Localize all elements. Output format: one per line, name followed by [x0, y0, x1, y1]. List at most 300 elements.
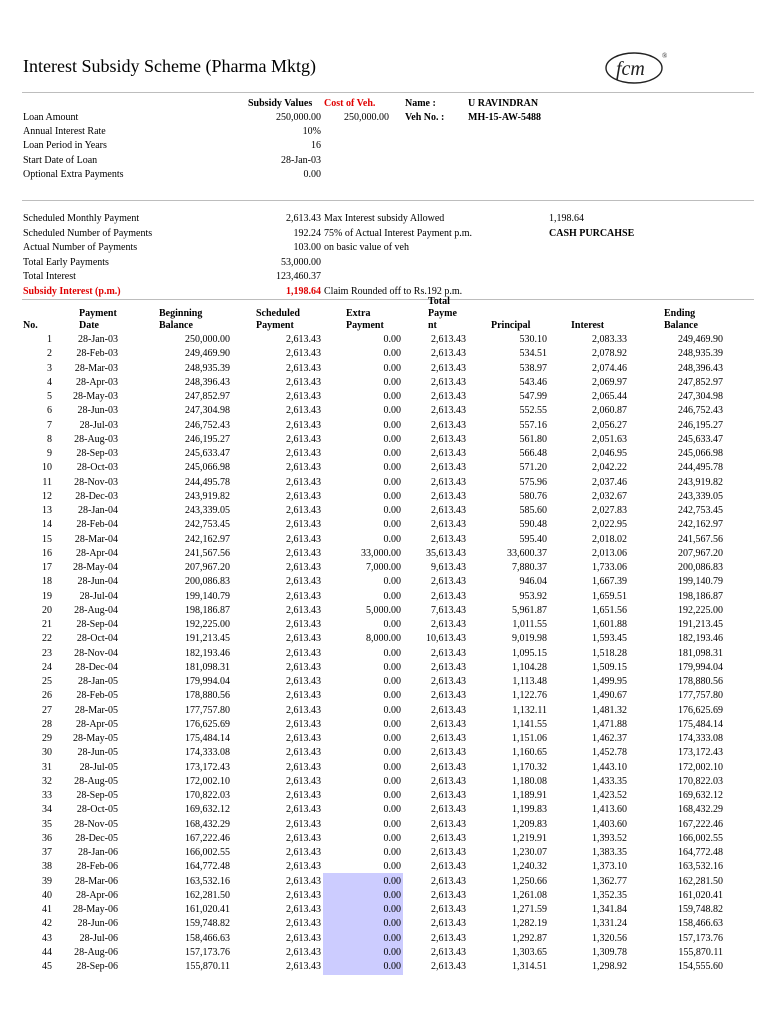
interest-cell: 2,056.27: [592, 419, 627, 431]
scheduled-payment-cell: 2,613.43: [286, 733, 321, 744]
ending-balance-cell: 167,222.46: [678, 818, 723, 830]
table-row: [0, 732, 768, 746]
table-row: [0, 718, 768, 732]
extra-payment-cell: 0.00: [383, 904, 401, 915]
col-principal: Principal: [491, 320, 531, 331]
payment-date-cell: 28-Nov-04: [74, 647, 118, 659]
scheduled-payment-cell: 2,613.43: [286, 932, 321, 944]
interest-cell: 2,042.22: [592, 462, 627, 474]
scheduled-payment-cell: 2,613.43: [286, 505, 321, 516]
extra-payment-cell: 0.00: [383, 775, 401, 787]
page-title: Interest Subsidy Scheme (Pharma Mktg): [23, 56, 316, 76]
scheduled-payment-cell: 2,613.43: [286, 861, 321, 873]
ending-balance-cell: 174,333.08: [678, 733, 723, 744]
beginning-balance-cell: 242,162.97: [185, 533, 230, 545]
row-no-cell: 19: [42, 590, 52, 602]
beginning-balance-cell: 174,333.08: [185, 747, 230, 759]
scheduled-payment-cell: 2,613.43: [286, 590, 321, 602]
ending-balance-cell: 198,186.87: [678, 590, 723, 602]
principal-cell: 1,271.59: [512, 904, 547, 915]
row-no-cell: 36: [42, 832, 52, 844]
row-no-cell: 26: [42, 690, 52, 702]
max-subsidy-value: 1,198.64: [549, 213, 584, 224]
row-no-cell: 23: [42, 647, 52, 659]
input-value: 0.00: [303, 169, 321, 180]
principal-cell: 33,600.37: [507, 547, 547, 559]
interest-cell: 1,462.37: [592, 733, 627, 744]
principal-cell: 575.96: [519, 476, 547, 488]
fcm-logo: [604, 48, 668, 86]
total-payment-cell: 35,613.43: [426, 547, 466, 559]
total-payment-cell: 2,613.43: [431, 533, 466, 545]
total-payment-cell: 2,613.43: [431, 590, 466, 602]
principal-cell: 595.40: [519, 533, 547, 545]
table-row: [0, 803, 768, 817]
beginning-balance-cell: 244,495.78: [185, 476, 230, 488]
ending-balance-cell: 191,213.45: [678, 619, 723, 630]
ending-balance-cell: 249,469.90: [678, 334, 723, 345]
table-row: [0, 846, 768, 860]
principal-cell: 1,292.87: [512, 932, 547, 944]
principal-cell: 1,011.55: [512, 619, 547, 630]
total-payment-cell: 2,613.43: [431, 462, 466, 474]
beginning-balance-cell: 248,396.43: [185, 376, 230, 388]
extra-payment-cell: 0.00: [383, 875, 401, 887]
table-row: [0, 575, 768, 589]
extra-payment-cell: 0.00: [383, 519, 401, 531]
summary-label: Total Interest: [23, 271, 76, 282]
interest-cell: 1,320.56: [592, 932, 627, 944]
total-payment-cell: 2,613.43: [431, 519, 466, 531]
table-row: [0, 461, 768, 475]
extra-payment-cell: 0.00: [383, 619, 401, 630]
extra-payment-cell: 7,000.00: [366, 562, 401, 573]
principal-cell: 9,019.98: [512, 633, 547, 645]
total-payment-cell: 9,613.43: [431, 562, 466, 573]
extra-payment-cell: 0.00: [383, 733, 401, 744]
principal-cell: 946.04: [519, 576, 547, 588]
scheduled-payment-cell: 2,613.43: [286, 718, 321, 730]
scheduled-payment-cell: 2,613.43: [286, 604, 321, 616]
row-no-cell: 38: [42, 861, 52, 873]
interest-cell: 2,051.63: [592, 433, 627, 445]
ending-balance-cell: 246,752.43: [678, 405, 723, 417]
total-payment-cell: 10,613.43: [426, 633, 466, 645]
extra-payment-cell: 5,000.00: [366, 604, 401, 616]
summary-value: 53,000.00: [281, 257, 321, 268]
interest-cell: 1,298.92: [592, 961, 627, 972]
payment-date-cell: 28-Jun-06: [77, 918, 118, 930]
row-no-cell: 44: [42, 946, 52, 958]
total-payment-cell: 2,613.43: [431, 818, 466, 830]
extra-payment-cell: 0.00: [383, 476, 401, 488]
payment-date-cell: 28-Jan-05: [78, 676, 118, 687]
extra-payment-cell: 0.00: [383, 419, 401, 431]
total-payment-cell: 2,613.43: [431, 576, 466, 588]
scheduled-payment-cell: 2,613.43: [286, 946, 321, 958]
extra-payment-cell: 0.00: [383, 533, 401, 545]
total-payment-cell: 2,613.43: [431, 419, 466, 431]
row-no-cell: 15: [42, 533, 52, 545]
payment-date-cell: 28-Jul-05: [79, 761, 118, 773]
extra-payment-cell: 0.00: [383, 961, 401, 972]
scheduled-payment-cell: 2,613.43: [286, 519, 321, 531]
beginning-balance-cell: 159,748.82: [185, 918, 230, 930]
ending-balance-cell: 182,193.46: [678, 633, 723, 645]
principal-cell: 1,314.51: [512, 961, 547, 972]
extra-payment-cell: 0.00: [383, 718, 401, 730]
total-payment-cell: 2,613.43: [431, 875, 466, 887]
col-total-payment-3: nt: [428, 320, 437, 331]
table-row: [0, 419, 768, 433]
input-value: 10%: [302, 126, 321, 137]
payment-date-cell: 28-Mar-04: [74, 533, 118, 545]
payment-date-cell: 28-Dec-03: [75, 490, 118, 502]
beginning-balance-cell: 155,870.11: [185, 961, 230, 972]
scheduled-payment-cell: 2,613.43: [286, 875, 321, 887]
payment-date-cell: 28-Oct-03: [76, 462, 118, 474]
table-row: [0, 689, 768, 703]
total-payment-cell: 2,613.43: [431, 505, 466, 516]
beginning-balance-cell: 157,173.76: [185, 946, 230, 958]
payment-date-cell: 28-Feb-05: [76, 690, 118, 702]
row-no-cell: 33: [42, 790, 52, 801]
extra-payment-cell: 0.00: [383, 932, 401, 944]
payment-date-cell: 28-Apr-06: [75, 889, 118, 901]
scheduled-payment-cell: 2,613.43: [286, 847, 321, 858]
ending-balance-cell: 246,195.27: [678, 419, 723, 431]
table-row: [0, 490, 768, 504]
interest-cell: 1,393.52: [592, 832, 627, 844]
total-payment-cell: 2,613.43: [431, 904, 466, 915]
beginning-balance-cell: 247,304.98: [185, 405, 230, 417]
principal-cell: 1,219.91: [512, 832, 547, 844]
ending-balance-cell: 207,967.20: [678, 547, 723, 559]
beginning-balance-cell: 179,994.04: [185, 676, 230, 687]
principal-cell: 1,095.15: [512, 647, 547, 659]
beginning-balance-cell: 248,935.39: [185, 362, 230, 374]
row-no-cell: 3: [47, 362, 52, 374]
total-payment-cell: 2,613.43: [431, 733, 466, 744]
principal-cell: 552.55: [519, 405, 547, 417]
ending-balance-cell: 176,625.69: [678, 704, 723, 716]
scheduled-payment-cell: 2,613.43: [286, 661, 321, 673]
payment-date-cell: 28-Oct-05: [76, 804, 118, 816]
beginning-balance-cell: 243,339.05: [185, 505, 230, 516]
principal-cell: 1,113.48: [512, 676, 547, 687]
principal-cell: 566.48: [519, 448, 547, 459]
principal-cell: 1,240.32: [512, 861, 547, 873]
scheduled-payment-cell: 2,613.43: [286, 676, 321, 687]
row-no-cell: 39: [42, 875, 52, 887]
beginning-balance-cell: 249,469.90: [185, 348, 230, 360]
beginning-balance-cell: 199,140.79: [185, 590, 230, 602]
table-row: [0, 675, 768, 689]
row-no-cell: 14: [42, 519, 52, 531]
veh-no-value: MH-15-AW-5488: [468, 112, 541, 123]
col-beginning-balance-2: Balance: [159, 320, 193, 331]
beginning-balance-cell: 245,066.98: [185, 462, 230, 474]
interest-cell: 1,452.78: [592, 747, 627, 759]
row-no-cell: 28: [42, 718, 52, 730]
table-row: [0, 818, 768, 832]
subsidy-interest-label: Subsidy Interest (p.m.): [23, 286, 121, 297]
payment-date-cell: 28-Oct-04: [76, 633, 118, 645]
principal-cell: 1,180.08: [512, 775, 547, 787]
interest-cell: 1,309.78: [592, 946, 627, 958]
principal-cell: 1,303.65: [512, 946, 547, 958]
interest-cell: 1,413.60: [592, 804, 627, 816]
principal-cell: 1,282.19: [512, 918, 547, 930]
name-value: U RAVINDRAN: [468, 98, 539, 109]
interest-cell: 2,060.87: [592, 405, 627, 417]
payment-date-cell: 28-Mar-06: [74, 875, 118, 887]
scheduled-payment-cell: 2,613.43: [286, 832, 321, 844]
row-no-cell: 25: [42, 676, 52, 687]
table-row: [0, 761, 768, 775]
table-row: [0, 518, 768, 532]
ending-balance-cell: 173,172.43: [678, 747, 723, 759]
payment-date-cell: 28-Jul-04: [79, 590, 118, 602]
total-payment-cell: 2,613.43: [431, 433, 466, 445]
row-no-cell: 37: [42, 847, 52, 858]
principal-cell: 1,104.28: [512, 661, 547, 673]
scheduled-payment-cell: 2,613.43: [286, 647, 321, 659]
total-payment-cell: 2,613.43: [431, 775, 466, 787]
svg-text:®: ®: [662, 52, 668, 60]
interest-cell: 1,373.10: [592, 861, 627, 873]
total-payment-cell: 2,613.43: [431, 619, 466, 630]
interest-cell: 1,362.77: [592, 875, 627, 887]
beginning-balance-cell: 168,432.29: [185, 818, 230, 830]
beginning-balance-cell: 192,225.00: [185, 619, 230, 630]
ending-balance-cell: 178,880.56: [678, 676, 723, 687]
table-row: [0, 932, 768, 946]
table-row: [0, 347, 768, 361]
scheduled-payment-cell: 2,613.43: [286, 904, 321, 915]
row-no-cell: 6: [47, 405, 52, 417]
extra-payment-cell: 0.00: [383, 832, 401, 844]
summary-note: Max Interest subsidy Allowed: [324, 213, 445, 224]
beginning-balance-cell: 170,822.03: [185, 790, 230, 801]
total-payment-cell: 7,613.43: [431, 604, 466, 616]
total-payment-cell: 2,613.43: [431, 804, 466, 816]
payment-date-cell: 28-Mar-05: [74, 704, 118, 716]
table-row: [0, 704, 768, 718]
table-row: [0, 661, 768, 675]
subsidy-interest-value: 1,198.64: [286, 286, 321, 297]
extra-payment-cell: 0.00: [383, 946, 401, 958]
extra-payment-cell: 0.00: [383, 391, 401, 402]
interest-cell: 1,733.06: [592, 562, 627, 573]
total-payment-cell: 2,613.43: [431, 747, 466, 759]
row-no-cell: 27: [42, 704, 52, 716]
row-no-cell: 4: [47, 376, 52, 388]
total-payment-cell: 2,613.43: [431, 362, 466, 374]
beginning-balance-cell: 198,186.87: [185, 604, 230, 616]
beginning-balance-cell: 250,000.00: [185, 334, 230, 345]
principal-cell: 1,151.06: [512, 733, 547, 744]
total-payment-cell: 2,613.43: [431, 704, 466, 716]
principal-cell: 1,230.07: [512, 847, 547, 858]
col-interest: Interest: [571, 320, 605, 331]
table-row: [0, 604, 768, 618]
total-payment-cell: 2,613.43: [431, 661, 466, 673]
principal-cell: 534.51: [519, 348, 547, 360]
principal-cell: 580.76: [519, 490, 547, 502]
scheduled-payment-cell: 2,613.43: [286, 619, 321, 630]
summary-value: 123,460.37: [276, 271, 321, 282]
ending-balance-cell: 241,567.56: [678, 533, 723, 545]
extra-payment-cell: 0.00: [383, 676, 401, 687]
row-no-cell: 41: [42, 904, 52, 915]
beginning-balance-cell: 247,852.97: [185, 391, 230, 402]
scheduled-payment-cell: 2,613.43: [286, 818, 321, 830]
row-no-cell: 34: [42, 804, 52, 816]
interest-cell: 1,667.39: [592, 576, 627, 588]
col-no: No.: [23, 320, 38, 331]
ending-balance-cell: 248,396.43: [678, 362, 723, 374]
name-label: Name :: [405, 98, 436, 109]
beginning-balance-cell: 162,281.50: [185, 889, 230, 901]
interest-cell: 2,022.95: [592, 519, 627, 531]
payment-date-cell: 28-Dec-04: [75, 661, 118, 673]
extra-payment-cell: 0.00: [383, 448, 401, 459]
payment-date-cell: 28-Aug-03: [74, 433, 118, 445]
ending-balance-cell: 154,555.60: [678, 961, 723, 972]
interest-cell: 2,046.95: [592, 448, 627, 459]
scheduled-payment-cell: 2,613.43: [286, 562, 321, 573]
scheduled-payment-cell: 2,613.43: [286, 889, 321, 901]
extra-payment-cell: 0.00: [383, 405, 401, 417]
col-extra-payment-1: Extra: [346, 308, 371, 319]
ending-balance-cell: 177,757.80: [678, 690, 723, 702]
col-scheduled-payment-2: Payment: [256, 320, 294, 331]
total-payment-cell: 2,613.43: [431, 847, 466, 858]
scheduled-payment-cell: 2,613.43: [286, 704, 321, 716]
interest-cell: 2,083.33: [592, 334, 627, 345]
row-no-cell: 11: [42, 476, 52, 488]
table-row: [0, 889, 768, 903]
principal-cell: 1,189.91: [512, 790, 547, 801]
principal-cell: 530.10: [519, 334, 547, 345]
input-label: Start Date of Loan: [23, 155, 98, 166]
veh-no-label: Veh No. :: [405, 112, 445, 123]
scheduled-payment-cell: 2,613.43: [286, 804, 321, 816]
row-no-cell: 5: [47, 391, 52, 402]
table-row: [0, 789, 768, 803]
ending-balance-cell: 157,173.76: [678, 932, 723, 944]
interest-cell: 1,443.10: [592, 761, 627, 773]
interest-cell: 1,403.60: [592, 818, 627, 830]
scheduled-payment-cell: 2,613.43: [286, 433, 321, 445]
payment-date-cell: 28-May-05: [73, 733, 118, 744]
total-payment-cell: 2,613.43: [431, 790, 466, 801]
summary-label: Actual Number of Payments: [23, 242, 138, 253]
row-no-cell: 10: [42, 462, 52, 474]
table-row: [0, 875, 768, 889]
principal-cell: 585.60: [519, 505, 547, 516]
total-payment-cell: 2,613.43: [431, 476, 466, 488]
interest-cell: 1,481.32: [592, 704, 627, 716]
extra-payment-cell: 0.00: [383, 647, 401, 659]
extra-payment-cell: 8,000.00: [366, 633, 401, 645]
scheduled-payment-cell: 2,613.43: [286, 576, 321, 588]
summary-note: on basic value of veh: [324, 242, 409, 253]
payment-date-cell: 28-Nov-03: [74, 476, 118, 488]
payment-date-cell: 28-Jul-03: [79, 419, 118, 431]
divider: [22, 92, 754, 93]
ending-balance-cell: 164,772.48: [678, 847, 723, 858]
extra-payment-cell: 0.00: [383, 376, 401, 388]
payment-date-cell: 28-Jun-05: [77, 747, 118, 759]
principal-cell: 1,170.32: [512, 761, 547, 773]
row-no-cell: 20: [42, 604, 52, 616]
table-row: [0, 647, 768, 661]
extra-payment-cell: 0.00: [383, 790, 401, 801]
ending-balance-cell: 199,140.79: [678, 576, 723, 588]
scheduled-payment-cell: 2,613.43: [286, 690, 321, 702]
ending-balance-cell: 166,002.55: [678, 832, 723, 844]
principal-cell: 1,132.11: [512, 704, 547, 716]
summary-value: 103.00: [293, 242, 321, 253]
input-value: 250,000.00: [276, 112, 321, 123]
table-row: [0, 476, 768, 490]
interest-cell: 2,032.67: [592, 490, 627, 502]
total-payment-cell: 2,613.43: [431, 761, 466, 773]
table-row: [0, 404, 768, 418]
total-payment-cell: 2,613.43: [431, 832, 466, 844]
table-row: [0, 946, 768, 960]
beginning-balance-cell: 181,098.31: [185, 661, 230, 673]
ending-balance-cell: 247,304.98: [678, 391, 723, 402]
beginning-balance-cell: 163,532.16: [185, 875, 230, 887]
ending-balance-cell: 244,495.78: [678, 462, 723, 474]
extra-payment-cell: 0.00: [383, 889, 401, 901]
table-row: [0, 618, 768, 632]
principal-cell: 7,880.37: [512, 562, 547, 573]
interest-cell: 2,018.02: [592, 533, 627, 545]
beginning-balance-cell: 169,632.12: [185, 804, 230, 816]
payment-date-cell: 28-Feb-03: [76, 348, 118, 360]
payment-date-cell: 28-Feb-04: [76, 519, 118, 531]
row-no-cell: 13: [42, 505, 52, 516]
total-payment-cell: 2,613.43: [431, 946, 466, 958]
extra-payment-cell: 0.00: [383, 818, 401, 830]
ending-balance-cell: 247,852.97: [678, 376, 723, 388]
total-payment-cell: 2,613.43: [431, 334, 466, 345]
payment-date-cell: 28-Aug-04: [74, 604, 118, 616]
ending-balance-cell: 158,466.63: [678, 918, 723, 930]
claim-note: Claim Rounded off to Rs.192 p.m.: [324, 286, 463, 297]
subsidy-values-label: Subsidy Values: [248, 98, 313, 109]
ending-balance-cell: 169,632.12: [678, 790, 723, 801]
scheduled-payment-cell: 2,613.43: [286, 334, 321, 345]
table-row: [0, 362, 768, 376]
scheduled-payment-cell: 2,613.43: [286, 918, 321, 930]
beginning-balance-cell: 164,772.48: [185, 861, 230, 873]
interest-cell: 1,433.35: [592, 775, 627, 787]
beginning-balance-cell: 176,625.69: [185, 718, 230, 730]
interest-cell: 1,509.15: [592, 661, 627, 673]
row-no-cell: 29: [42, 733, 52, 744]
col-payment-date-2: Date: [79, 320, 99, 331]
extra-payment-cell: 0.00: [383, 433, 401, 445]
beginning-balance-cell: 245,633.47: [185, 448, 230, 459]
total-payment-cell: 2,613.43: [431, 861, 466, 873]
interest-cell: 1,601.88: [592, 619, 627, 630]
interest-cell: 1,341.84: [592, 904, 627, 915]
